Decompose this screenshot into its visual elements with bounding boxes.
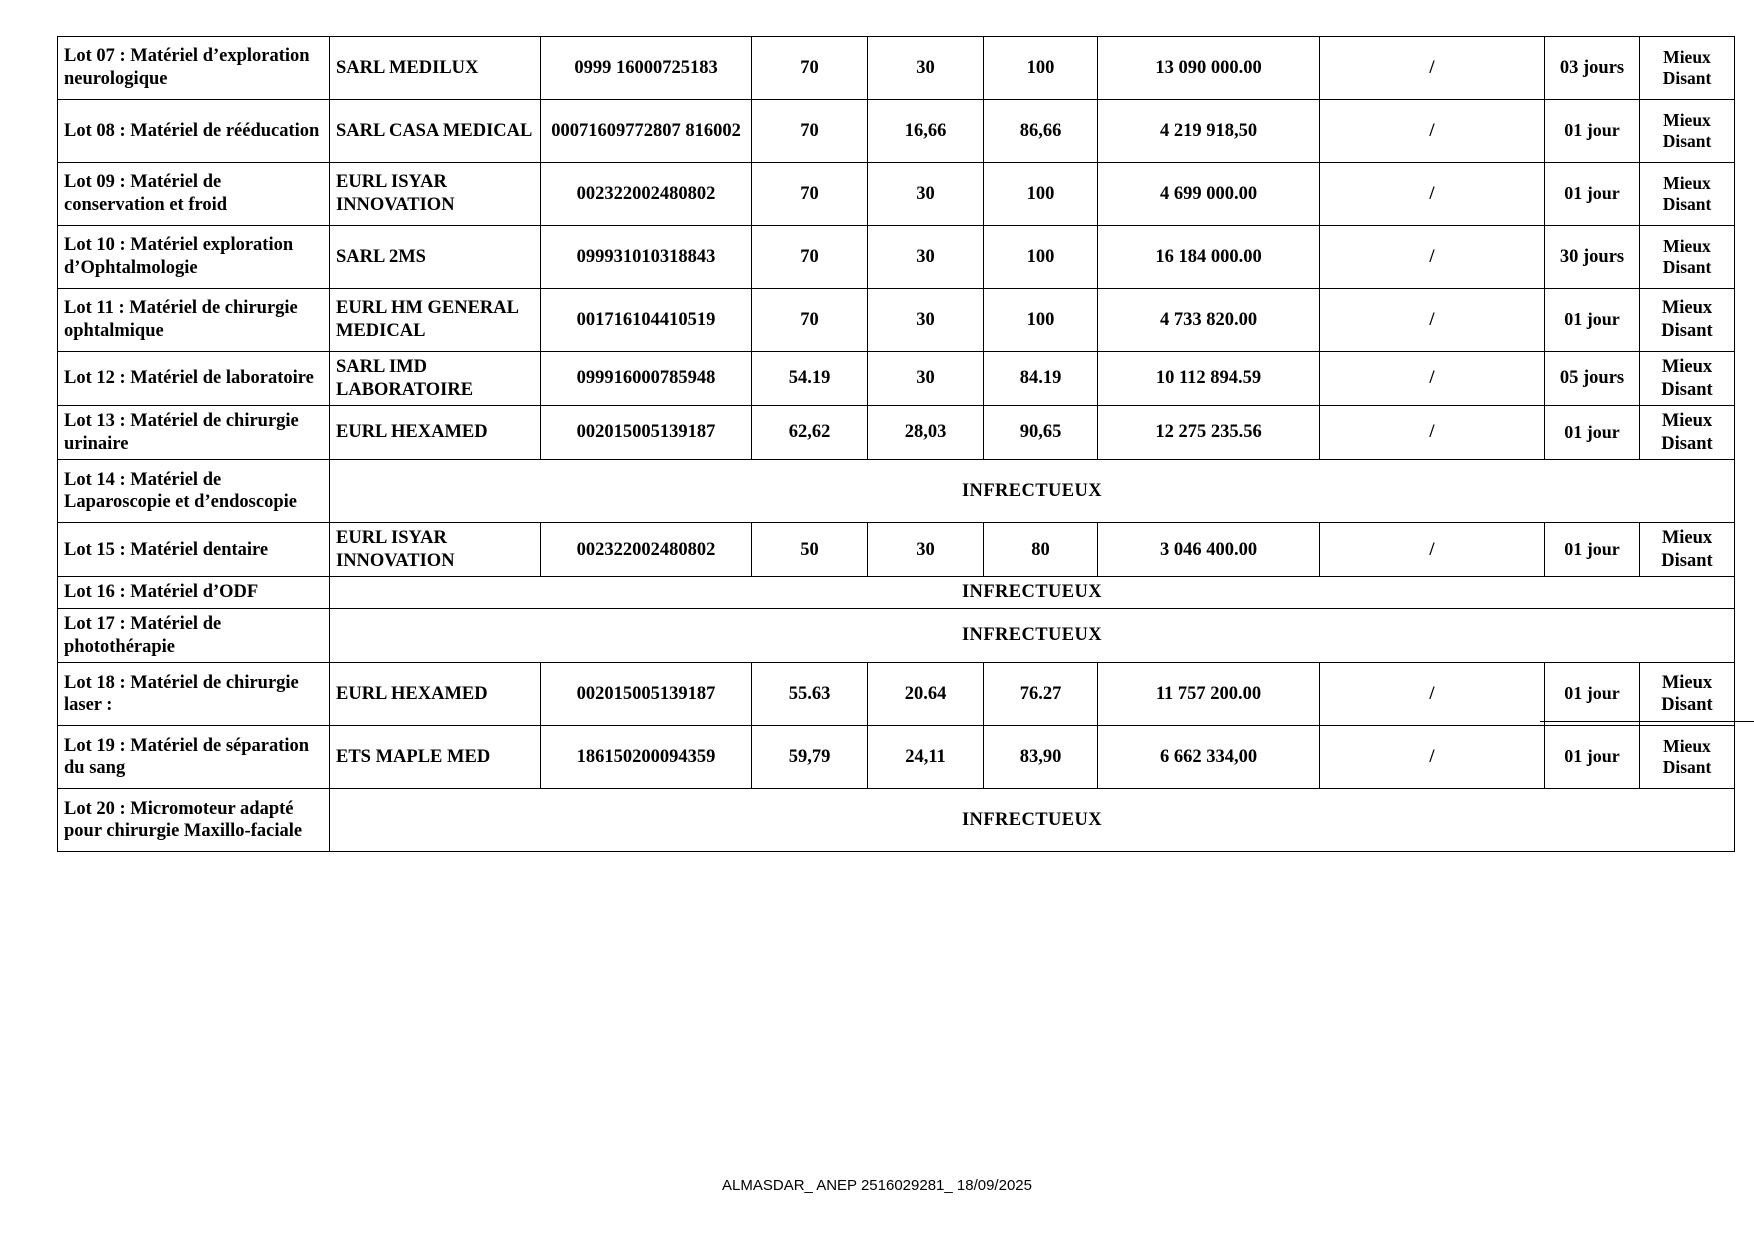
delay: 01 jour [1545, 523, 1640, 577]
observation: Mieux Disant [1640, 163, 1735, 226]
discount: / [1320, 726, 1545, 789]
company-name: ETS MAPLE MED [330, 726, 541, 789]
observation: Mieux Disant [1640, 226, 1735, 289]
company-name: EURL HEXAMED [330, 406, 541, 460]
table-row [58, 352, 1735, 406]
lot-label: Lot 18 : Matériel de chirurgie laser : [58, 663, 330, 726]
technical-score: 62,62 [752, 406, 868, 460]
table-row [58, 789, 1735, 852]
observation: Mieux Disant [1640, 37, 1735, 100]
company-name: EURL ISYAR INNOVATION [330, 523, 541, 577]
technical-score: 70 [752, 289, 868, 352]
lot-label: Lot 11 : Matériel de chirurgie ophtalmique [58, 289, 330, 352]
delay: 30 jours [1545, 226, 1640, 289]
company-name: EURL HM GENERAL MEDICAL [330, 289, 541, 352]
company-nif: 186150200094359 [541, 726, 752, 789]
amount: 16 184 000.00 [1098, 226, 1320, 289]
table-row [58, 163, 1735, 226]
technical-score: 54.19 [752, 352, 868, 406]
table-row [58, 608, 1735, 662]
financial-score: 28,03 [868, 406, 984, 460]
amount: 4 219 918,50 [1098, 100, 1320, 163]
financial-score: 30 [868, 352, 984, 406]
lot-label: Lot 12 : Matériel de laboratoire [58, 352, 330, 406]
technical-score: 55.63 [752, 663, 868, 726]
amount: 12 275 235.56 [1098, 406, 1320, 460]
lot-label: Lot 17 : Matériel de photothérapie [58, 608, 330, 662]
lot-label: Lot 19 : Matériel de séparation du sang [58, 726, 330, 789]
company-name: EURL ISYAR INNOVATION [330, 163, 541, 226]
company-nif: 001716104410519 [541, 289, 752, 352]
tender-award-table [57, 36, 1735, 852]
lot-label: Lot 20 : Micromoteur adapté pour chirurgie Maxillo-faciale [58, 789, 330, 852]
table-row [58, 460, 1735, 523]
status-badge: INFRECTUEUX [330, 577, 1735, 609]
amount: 6 662 334,00 [1098, 726, 1320, 789]
delay: 01 jour [1545, 289, 1640, 352]
financial-score: 30 [868, 37, 984, 100]
table-row [58, 226, 1735, 289]
discount: / [1320, 100, 1545, 163]
financial-score: 30 [868, 163, 984, 226]
delay: 01 jour [1545, 726, 1640, 789]
total-score: 84.19 [984, 352, 1098, 406]
document-footer: ALMASDAR_ ANEP 2516029281_ 18/09/2025 [722, 1177, 1032, 1194]
total-score: 100 [984, 289, 1098, 352]
technical-score: 70 [752, 163, 868, 226]
company-nif: 002015005139187 [541, 663, 752, 726]
lot-label: Lot 10 : Matériel exploration d’Ophtalmologie [58, 226, 330, 289]
total-score: 100 [984, 37, 1098, 100]
company-nif: 0999 16000725183 [541, 37, 752, 100]
amount: 4 733 820.00 [1098, 289, 1320, 352]
table-row [58, 523, 1735, 577]
observation: Mieux Disant [1640, 523, 1735, 577]
amount: 3 046 400.00 [1098, 523, 1320, 577]
company-name: EURL HEXAMED [330, 663, 541, 726]
lot-label: Lot 08 : Matériel de rééducation [58, 100, 330, 163]
table-row [58, 37, 1735, 100]
financial-score: 20.64 [868, 663, 984, 726]
company-name: SARL IMD LABORATOIRE [330, 352, 541, 406]
financial-score: 30 [868, 226, 984, 289]
financial-score: 30 [868, 289, 984, 352]
lot-label: Lot 13 : Matériel de chirurgie urinaire [58, 406, 330, 460]
company-name: SARL CASA MEDICAL [330, 100, 541, 163]
company-nif: 002015005139187 [541, 406, 752, 460]
technical-score: 70 [752, 37, 868, 100]
amount: 13 090 000.00 [1098, 37, 1320, 100]
technical-score: 70 [752, 226, 868, 289]
company-name: SARL 2MS [330, 226, 541, 289]
financial-score: 16,66 [868, 100, 984, 163]
observation: Mieux Disant [1640, 352, 1735, 406]
lot-label: Lot 07 : Matériel d’exploration neurologique [58, 37, 330, 100]
total-score: 80 [984, 523, 1098, 577]
delay: 01 jour [1545, 100, 1640, 163]
amount: 4 699 000.00 [1098, 163, 1320, 226]
total-score: 83,90 [984, 726, 1098, 789]
delay: 01 jour [1545, 406, 1640, 460]
table-row [58, 726, 1735, 789]
company-nif: 099916000785948 [541, 352, 752, 406]
technical-score: 70 [752, 100, 868, 163]
observation: Mieux Disant [1640, 289, 1735, 352]
company-nif: 099931010318843 [541, 226, 752, 289]
table-row [58, 406, 1735, 460]
company-nif: 002322002480802 [541, 523, 752, 577]
delay: 01 jour [1545, 163, 1640, 226]
discount: / [1320, 163, 1545, 226]
lot-label: Lot 15 : Matériel dentaire [58, 523, 330, 577]
company-nif: 002322002480802 [541, 163, 752, 226]
delay: 01 jour [1545, 663, 1640, 726]
lot-label: Lot 09 : Matériel de conservation et froid [58, 163, 330, 226]
total-score: 76.27 [984, 663, 1098, 726]
status-badge: INFRECTUEUX [330, 608, 1735, 662]
observation: Mieux Disant [1640, 406, 1735, 460]
discount: / [1320, 289, 1545, 352]
table-row [58, 663, 1735, 726]
page-edge-rule [1540, 721, 1754, 722]
discount: / [1320, 663, 1545, 726]
lot-label: Lot 14 : Matériel de Laparoscopie et d’endoscopie [58, 460, 330, 523]
discount: / [1320, 352, 1545, 406]
amount: 10 112 894.59 [1098, 352, 1320, 406]
status-badge: INFRECTUEUX [330, 460, 1735, 523]
observation: Mieux Disant [1640, 100, 1735, 163]
financial-score: 30 [868, 523, 984, 577]
amount: 11 757 200.00 [1098, 663, 1320, 726]
financial-score: 24,11 [868, 726, 984, 789]
discount: / [1320, 37, 1545, 100]
status-badge: INFRECTUEUX [330, 789, 1735, 852]
table-row [58, 100, 1735, 163]
total-score: 100 [984, 163, 1098, 226]
total-score: 86,66 [984, 100, 1098, 163]
table-row [58, 289, 1735, 352]
discount: / [1320, 406, 1545, 460]
delay: 03 jours [1545, 37, 1640, 100]
discount: / [1320, 226, 1545, 289]
total-score: 90,65 [984, 406, 1098, 460]
delay: 05 jours [1545, 352, 1640, 406]
company-nif: 00071609772807 816002 [541, 100, 752, 163]
company-name: SARL MEDILUX [330, 37, 541, 100]
total-score: 100 [984, 226, 1098, 289]
technical-score: 50 [752, 523, 868, 577]
table-row [58, 577, 1735, 609]
discount: / [1320, 523, 1545, 577]
technical-score: 59,79 [752, 726, 868, 789]
observation: Mieux Disant [1640, 726, 1735, 789]
observation: Mieux Disant [1640, 663, 1735, 726]
lot-label: Lot 16 : Matériel d’ODF [58, 577, 330, 609]
